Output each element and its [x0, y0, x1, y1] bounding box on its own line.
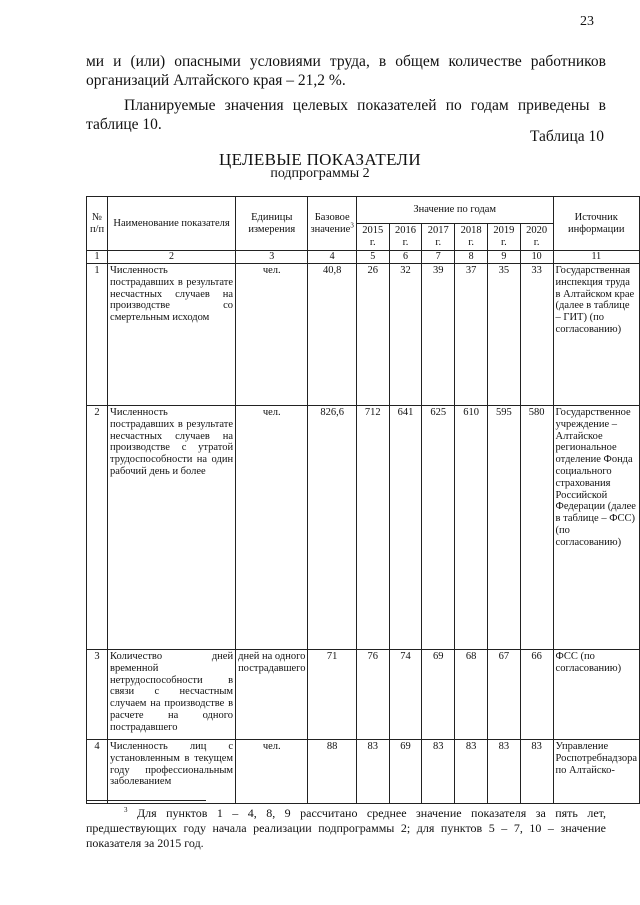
header-values-by-year: Значение по годам — [356, 197, 553, 224]
row-value: 712 — [356, 406, 389, 650]
row-unit: чел. — [236, 740, 308, 804]
row-source: ФСС (по согласованию) — [553, 650, 639, 740]
row-source: Государственное учреждение – Алтайское региональное отделение Фонда социального страхования Российской Федерации (далее в таблице – ФСС) (по согласованию) — [553, 406, 639, 650]
row-base: 826,6 — [308, 406, 356, 650]
header-year: 2018 г. — [455, 224, 488, 251]
row-value: 35 — [487, 264, 520, 406]
table-label: Таблица 10 — [529, 128, 604, 145]
row-value: 641 — [389, 406, 422, 650]
row-value: 580 — [520, 406, 553, 650]
row-value: 83 — [487, 740, 520, 804]
page-number: 23 — [580, 14, 594, 29]
row-value: 74 — [389, 650, 422, 740]
column-number: 1 — [87, 251, 108, 264]
row-value: 83 — [356, 740, 389, 804]
row-value: 595 — [487, 406, 520, 650]
row-source: Управление Роспотребнадзора по Алтайско- — [553, 740, 639, 804]
row-name: Количество дней временной нетрудоспособности в связи с несчастным случаем на производстве в расчете на одного пострадавшего — [108, 650, 236, 740]
column-number: 2 — [108, 251, 236, 264]
paragraph-table-reference: Планируемые значения целевых показателей по годам приведены в таблице 10. — [86, 97, 606, 133]
column-number-row — [87, 251, 640, 264]
row-value: 69 — [389, 740, 422, 804]
row-value: 67 — [487, 650, 520, 740]
targets-table — [86, 196, 640, 804]
column-number: 11 — [553, 251, 639, 264]
table-row — [87, 406, 640, 650]
row-value: 625 — [422, 406, 455, 650]
paragraph-intro: ми и (или) опасными условиями труда, в общем количестве работников организаций Алтайского края – 21,2 %. — [86, 53, 606, 89]
column-number: 10 — [520, 251, 553, 264]
column-number: 4 — [308, 251, 356, 264]
row-source: Государственная инспекция труда в Алтайском крае (далее в таблице – ГИТ) (по согласованию) — [553, 264, 639, 406]
row-value: 610 — [455, 406, 488, 650]
table-subtitle: подпрограммы 2 — [270, 166, 370, 181]
row-value: 37 — [455, 264, 488, 406]
row-name: Численность лиц с установленным в текущем году профессиональным заболеванием — [108, 740, 236, 804]
row-value: 33 — [520, 264, 553, 406]
header-base-label: Базовое значение — [310, 211, 351, 235]
row-num: 1 — [87, 264, 108, 406]
header-source: Источник информации — [553, 197, 639, 251]
row-num: 2 — [87, 406, 108, 650]
header-name: Наименование показателя — [108, 197, 236, 251]
column-number: 6 — [389, 251, 422, 264]
table-title: ЦЕЛЕВЫЕ ПОКАЗАТЕЛИ — [219, 150, 421, 169]
column-number: 7 — [422, 251, 455, 264]
column-number: 8 — [455, 251, 488, 264]
row-value: 76 — [356, 650, 389, 740]
row-value: 66 — [520, 650, 553, 740]
row-name: Численность пострадавших в результате несчастных случаев на производстве с утратой трудоспособности на один рабочий день и более — [108, 406, 236, 650]
row-unit: чел. — [236, 264, 308, 406]
row-base: 88 — [308, 740, 356, 804]
row-name: Численность пострадавших в результате несчастных случаев на производстве со смертельным исходом — [108, 264, 236, 406]
column-number: 9 — [487, 251, 520, 264]
table-row — [87, 740, 640, 804]
table-row — [87, 264, 640, 406]
table-row — [87, 650, 640, 740]
row-value: 39 — [422, 264, 455, 406]
column-number: 5 — [356, 251, 389, 264]
header-year: 2019 г. — [487, 224, 520, 251]
header-base — [308, 197, 356, 251]
row-value: 83 — [422, 740, 455, 804]
row-value: 26 — [356, 264, 389, 406]
row-unit: дней на одного пострадавшего — [236, 650, 308, 740]
column-number: 3 — [236, 251, 308, 264]
row-base: 40,8 — [308, 264, 356, 406]
row-num: 4 — [87, 740, 108, 804]
header-row — [87, 197, 640, 224]
row-unit: чел. — [236, 406, 308, 650]
row-value: 32 — [389, 264, 422, 406]
header-year: 2020 г. — [520, 224, 553, 251]
row-num: 3 — [87, 650, 108, 740]
header-num: № п/п — [87, 197, 108, 251]
header-year: 2017 г. — [422, 224, 455, 251]
header-base-footnote-mark: 3 — [350, 221, 354, 229]
row-value: 83 — [520, 740, 553, 804]
footnote-separator — [86, 800, 206, 801]
header-unit: Единицы измерения — [236, 197, 308, 251]
header-year: 2015 г. — [356, 224, 389, 251]
footnote-mark: 3 — [124, 806, 128, 814]
row-value: 83 — [455, 740, 488, 804]
footnote-text: Для пунктов 1 – 4, 8, 9 рассчитано среднее значение показателя за пять лет, предшествующих году начала реализации подпрограммы 2; для пунктов 5 – 7, 10 – значение показателя за 2015 год. — [86, 806, 607, 850]
footnote — [86, 806, 606, 851]
row-value: 69 — [422, 650, 455, 740]
row-base: 71 — [308, 650, 356, 740]
row-value: 68 — [455, 650, 488, 740]
header-year: 2016 г. — [389, 224, 422, 251]
